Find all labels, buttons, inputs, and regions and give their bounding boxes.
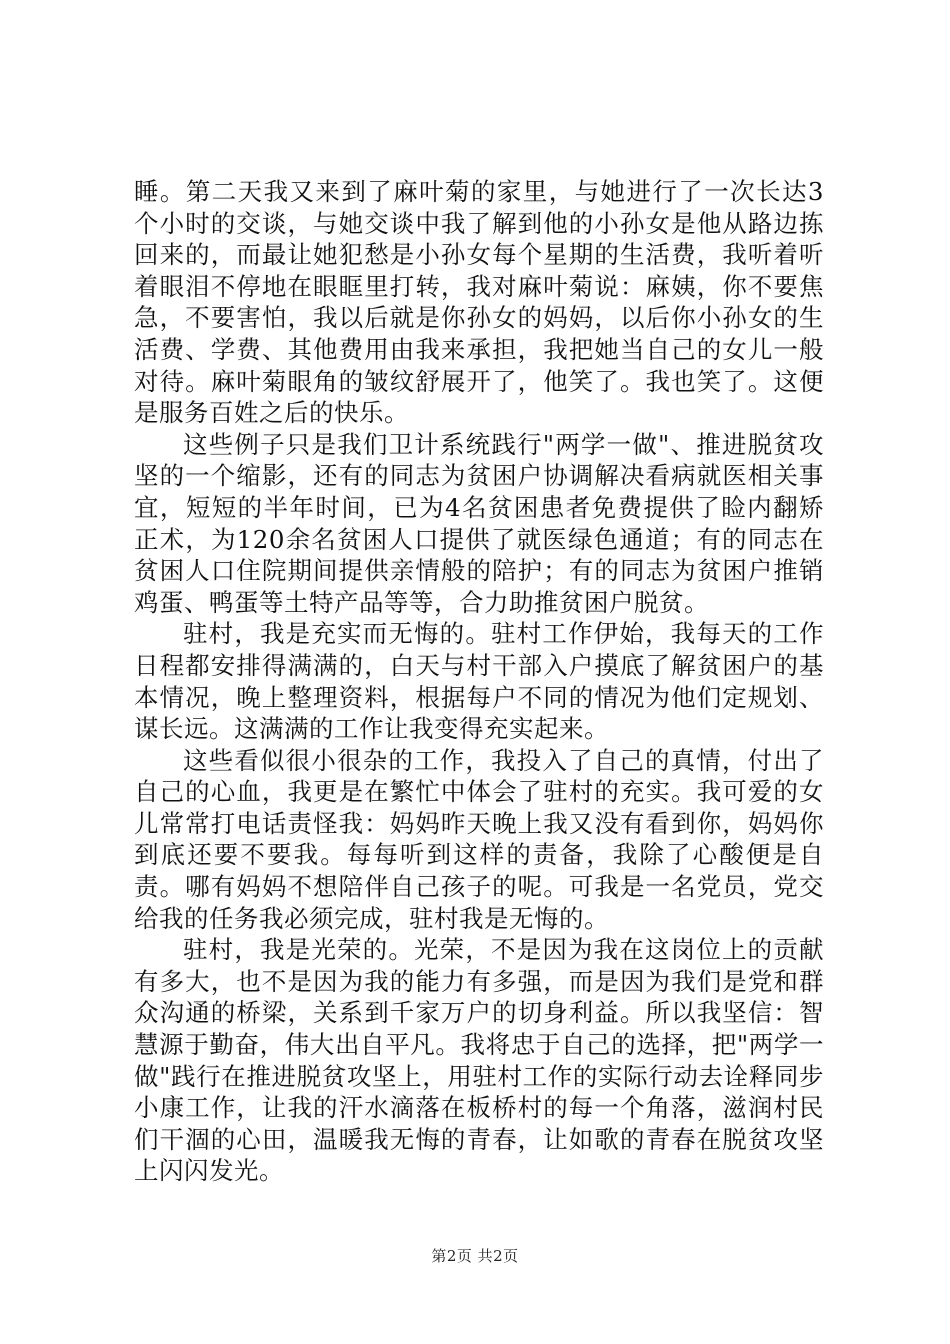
paragraph-1: 睡。第二天我又来到了麻叶菊的家里，与她进行了一次长达3个小时的交谈，与她交谈中我了解到他的小孙女是他从路边拣回来的，而最让她犯愁是小孙女每个星期的生活费，我听着听着眼泪不停地在眼眶里打转，我对麻叶菊说：麻姨，你不要焦急，不要害怕，我以后就是你孙女的妈妈，以后你小孙女的生活费、学费、其他费用由我来承担，我把她当自己的女儿一般对待。麻叶菊眼角的皱纹舒展开了，他笑了。我也笑了。这便是服务百姓之后的快乐。 xyxy=(134,177,824,428)
paragraph-3: 驻村，我是充实而无悔的。驻村工作伊始，我每天的工作日程都安排得满满的，白天与村干部入户摸底了解贫困户的基本情况，晚上整理资料，根据每户不同的情况为他们定规划、谋长远。这满满的工作让我变得充实起来。 xyxy=(134,619,824,744)
page-footer: 第2页 共2页 xyxy=(431,1247,519,1265)
paragraph-5: 驻村，我是光荣的。光荣，不是因为我在这岗位上的贡献有多大，也不是因为我的能力有多强，而是因为我们是党和群众沟通的桥梁，关系到千家万户的切身利益。所以我坚信：智慧源于勤奋，伟大出自平凡。我将忠于自己的选择，把"两学一做"践行在推进脱贫攻坚上，用驻村工作的实际行动去诠释同步小康工作，让我的汗水滴落在板桥村的每一个角落，滋润村民们干涸的心田，温暖我无悔的青春，让如歌的青春在脱贫攻坚上闪闪发光。 xyxy=(134,935,824,1186)
document-body xyxy=(134,176,824,1187)
paragraph-4: 这些看似很小很杂的工作，我投入了自己的真情，付出了自己的心血，我更是在繁忙中体会了驻村的充实。我可爱的女儿常常打电话责怪我：妈妈昨天晚上我又没有看到你，妈妈你到底还要不要我。每每听到这样的责备，我除了心酸便是自责。哪有妈妈不想陪伴自己孩子的呢。可我是一名党员，党交给我的任务我必须完成，驻村我是无悔的。 xyxy=(134,745,824,933)
paragraph-2: 这些例子只是我们卫计系统践行"两学一做"、推进脱贫攻坚的一个缩影，还有的同志为贫困户协调解决看病就医相关事宜，短短的半年时间，已为4名贫困患者免费提供了睑内翻矫正术，为120余名贫困人口提供了就医绿色通道；有的同志在贫困人口住院期间提供亲情般的陪护；有的同志为贫困户推销鸡蛋、鸭蛋等土特产品等等，合力助推贫困户脱贫。 xyxy=(134,429,824,617)
